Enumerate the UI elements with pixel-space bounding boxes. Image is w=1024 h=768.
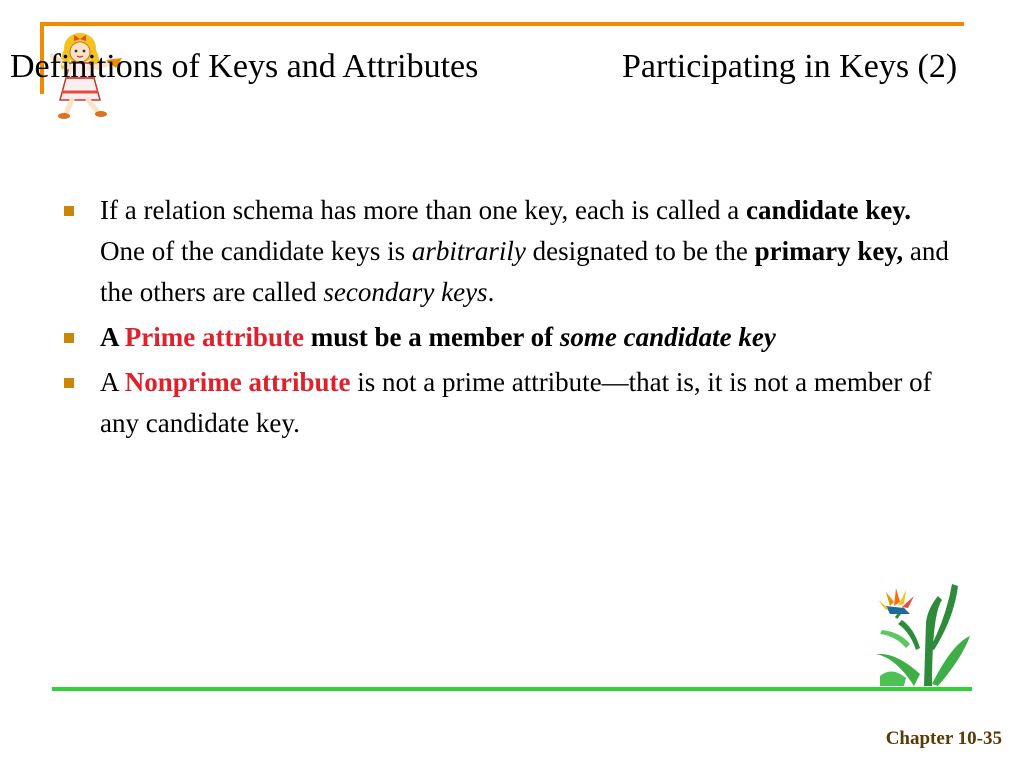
term-primary-key: primary key, <box>754 236 904 266</box>
bullet-text: . <box>487 277 495 307</box>
title-frame-top-bar <box>40 22 964 26</box>
bullet-text: A <box>100 322 125 352</box>
emphasis-some-candidate-key: some candidate key <box>559 322 776 352</box>
emphasis-arbitrarily: arbitrarily <box>411 236 526 266</box>
bullet-text: and the others are called <box>100 236 949 307</box>
slide-title-part-2: Participating in Keys (2) <box>622 48 958 85</box>
footer-divider <box>52 687 972 691</box>
bullet-item-prime-attribute <box>60 317 960 358</box>
bullet-text: If a relation schema has more than one key, each is called a <box>100 195 746 225</box>
bullet-list <box>60 190 960 448</box>
square-bullet-icon <box>64 378 74 388</box>
bullet-text: One of the candidate keys is <box>100 236 412 266</box>
bullet-item-nonprime-attribute <box>60 362 960 444</box>
square-bullet-icon <box>64 206 74 216</box>
bullet-text: must be a member of <box>303 322 560 352</box>
term-secondary-keys: secondary keys <box>323 277 488 307</box>
bullet-item-candidate-keys <box>60 190 960 313</box>
flower-icon <box>866 578 976 688</box>
slide-footer-page-number: Chapter 10-35 <box>885 728 1002 749</box>
bullet-text: designated to be the <box>525 236 755 266</box>
square-bullet-icon <box>64 333 74 343</box>
slide-title <box>10 44 1020 94</box>
term-candidate-key: candidate key. <box>745 195 911 225</box>
term-nonprime-attribute: Nonprime attribute <box>124 367 351 397</box>
term-prime-attribute: Prime attribute <box>124 322 304 352</box>
slide-title-part-1: Definitions of Keys and Attributes <box>10 48 479 85</box>
bullet-text: is not a prime attribute—that is, it is not a member of any candidate key. <box>100 367 932 438</box>
bullet-text: A <box>100 367 125 397</box>
